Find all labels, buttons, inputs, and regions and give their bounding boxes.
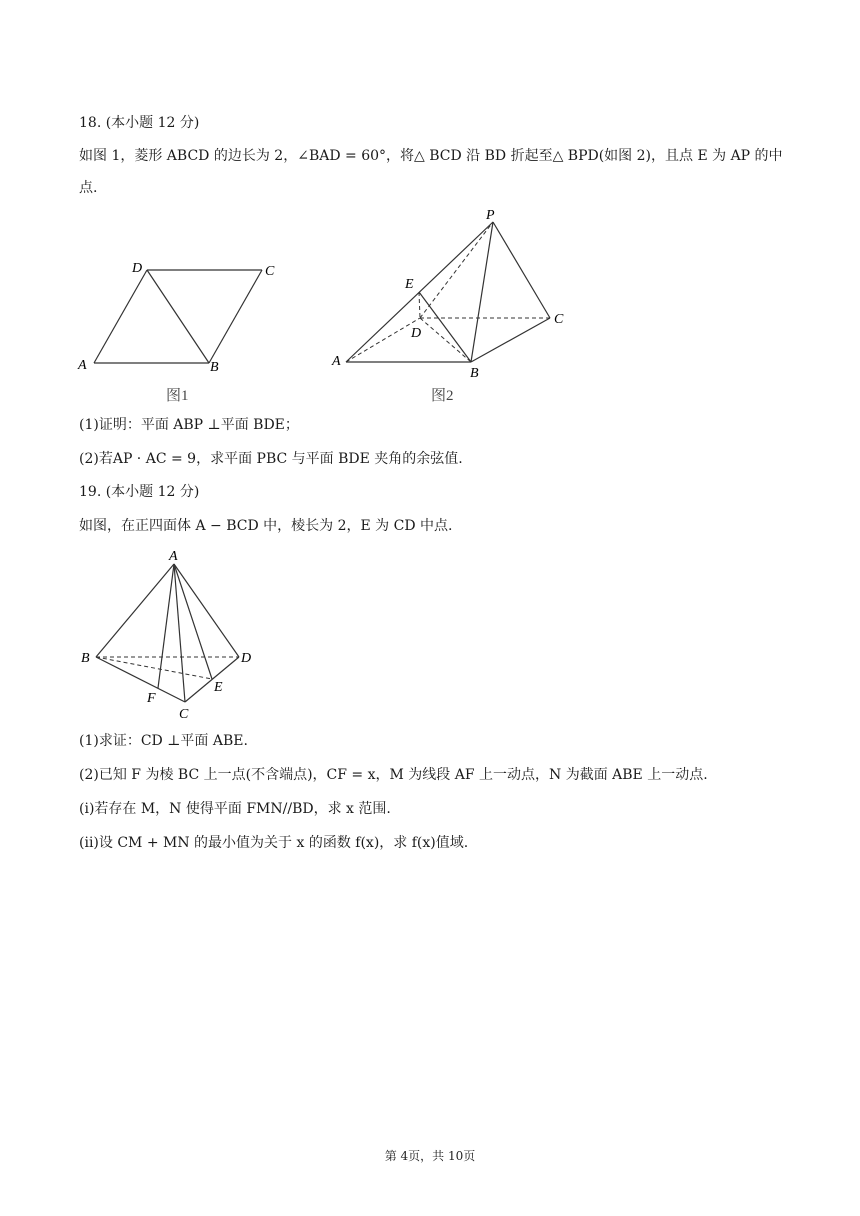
- edge-bc: [471, 318, 550, 362]
- q18-header: 18. (本小题 12 分): [79, 115, 200, 131]
- edge-cd: [185, 657, 239, 702]
- q19-header: 19. (本小题 12 分): [79, 484, 200, 500]
- label-b: B: [81, 651, 90, 666]
- page-footer: 第 4页，共 10页: [384, 1149, 476, 1163]
- label-d: D: [411, 326, 422, 341]
- label-e: E: [214, 680, 223, 695]
- q18-part2: (2)若AP · AC = 9，求平面 PBC 与平面 BDE 夹角的余弦值.: [79, 451, 463, 467]
- edge-pc: [493, 222, 550, 318]
- segment-eb: [419, 292, 471, 362]
- figure-tetrahedron: [72, 542, 272, 724]
- q18-part1: (1)证明：平面 ABP ⊥平面 BDE；: [79, 417, 299, 433]
- hidden-edge-db: [420, 318, 471, 362]
- label-b: B: [470, 366, 479, 381]
- label-a: A: [332, 354, 341, 369]
- diagonal-bd: [147, 270, 209, 363]
- edge-bc: [96, 657, 185, 702]
- hidden-edge-ad: [346, 318, 420, 362]
- edge-ad: [174, 564, 239, 657]
- label-f: F: [147, 691, 156, 706]
- q19-part2-i: (i)若存在 M，N 使得平面 FMN//BD，求 x 范围.: [79, 801, 391, 817]
- label-d: D: [241, 651, 252, 666]
- q18-intro-line2: 点.: [79, 180, 98, 196]
- label-p: P: [486, 208, 495, 223]
- hidden-segment-be: [96, 657, 212, 679]
- figure-1-rhombus: [70, 250, 290, 410]
- q19-part2: (2)已知 F 为棱 BC 上一点(不含端点)，CF = x，M 为线段 AF 上一动点，N 为截面 ABE 上一动点.: [79, 767, 708, 783]
- label-a: A: [169, 549, 178, 564]
- edge-ab: [96, 564, 174, 657]
- segment-ae: [174, 564, 212, 679]
- label-c: C: [265, 264, 275, 279]
- q18-intro-line1: 如图 1，菱形 ABCD 的边长为 2，∠BAD = 60°，将△ BCD 沿 BD 折起至△ BPD(如图 2)，且点 E 为 AP 的中: [79, 148, 783, 164]
- figure-1-caption: 图1: [166, 388, 189, 404]
- hidden-segment-ed: [419, 292, 420, 318]
- figure-2-caption: 图2: [431, 388, 454, 404]
- label-a: A: [78, 358, 87, 373]
- label-c: C: [179, 707, 189, 722]
- q19-part2-ii: (ⅱ)设 CM + MN 的最小值为关于 x 的函数 f(x)，求 f(x)值域.: [79, 835, 469, 851]
- edge-bc: [209, 270, 262, 363]
- q19-part1: (1)求证：CD ⊥平面 ABE.: [79, 733, 248, 749]
- label-e: E: [405, 277, 414, 292]
- edge-ad: [94, 270, 147, 363]
- label-d: D: [132, 261, 143, 276]
- edge-ac: [174, 564, 185, 702]
- edge-bp: [471, 222, 493, 362]
- hidden-edge-dp: [420, 222, 493, 318]
- figure-2-folded-pyramid: [328, 202, 578, 410]
- label-b: B: [210, 360, 219, 375]
- q19-intro: 如图，在正四面体 A − BCD 中，棱长为 2，E 为 CD 中点.: [79, 518, 453, 534]
- label-c: C: [554, 312, 564, 327]
